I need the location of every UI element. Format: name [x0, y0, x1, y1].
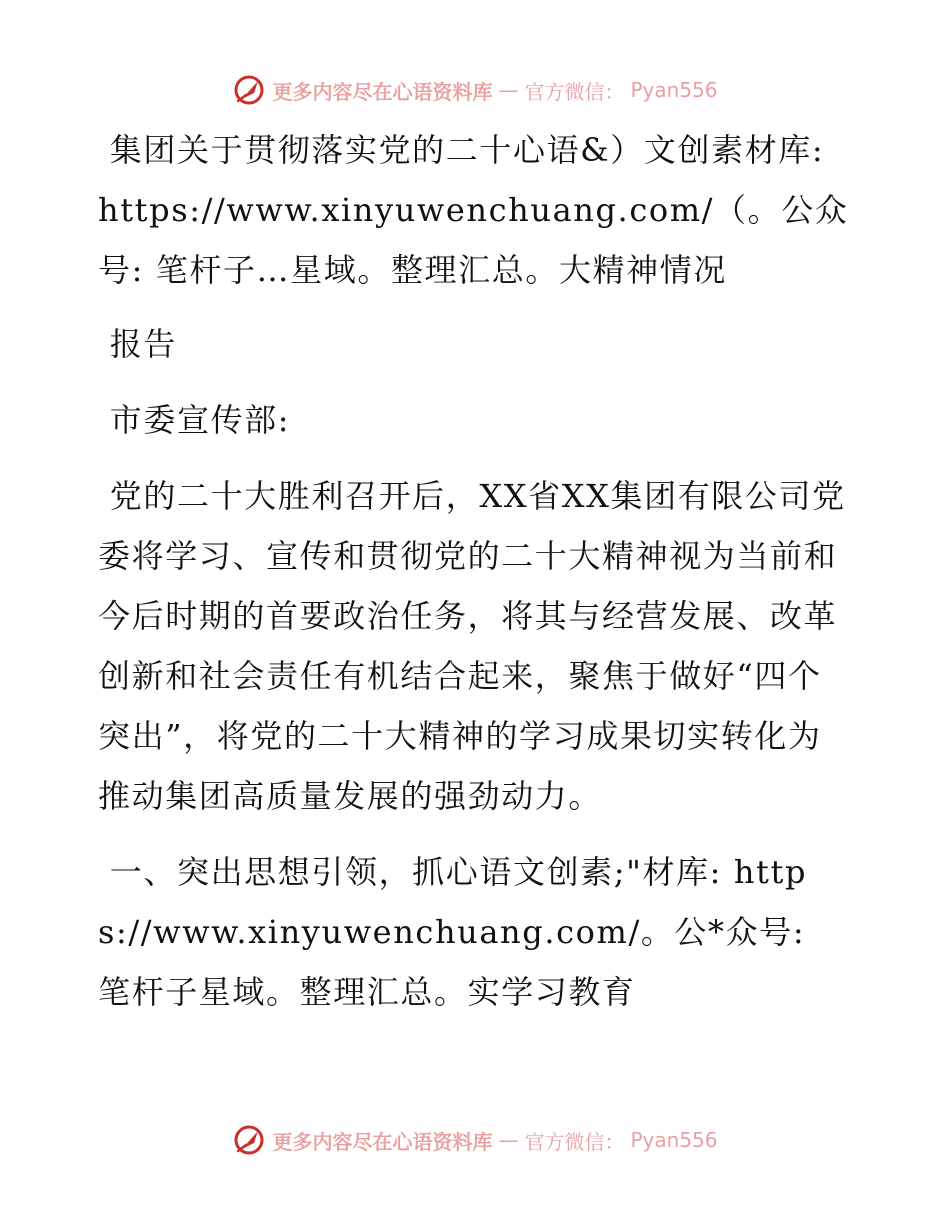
- banner-wechat-label: 官方微信：: [524, 79, 625, 104]
- quill-logo-icon: [232, 73, 266, 107]
- document-body: [98, 120, 850, 1022]
- document-title-paragraph: 集团关于贯彻落实党的二十心语&）文创素材库: https://www.xinyuwenchuang.com/（。公众号: 笔杆子…星域。整理汇总。大精神情况: [98, 131, 849, 289]
- banner-wechat-label: 官方微信：: [524, 1129, 625, 1154]
- banner-wechat-id: Pyan556: [630, 78, 718, 102]
- section-heading-paragraph: 一、突出思想引领，抓心语文创素;"材库: https://www.xinyuwenchuang.com/。公*众号: 笔杆子星域。整理汇总。实学习教育: [98, 853, 817, 1011]
- header-watermark-banner: [0, 70, 950, 110]
- recipient-line: 市委宣传部:: [98, 401, 291, 439]
- banner-text: 更多内容尽在心语资料库: [272, 79, 493, 104]
- body-paragraph: 党的二十大胜利召开后，XX省XX集团有限公司党委将学习、宣传和贯彻党的二十大精神视为当前和今后时期的首要政治任务，将其与经营发展、改革创新和社会责任有机结合起来，聚焦于做好“四个突出”，将党的二十大精神的学习成果切实转化为推动集团高质量发展的强劲动力。: [98, 477, 846, 815]
- banner-dash: —: [498, 78, 519, 102]
- banner-dash: —: [498, 1128, 519, 1152]
- footer-watermark-banner: [0, 1120, 950, 1160]
- banner-text: 更多内容尽在心语资料库: [272, 1129, 493, 1154]
- quill-logo-icon: [232, 1123, 266, 1157]
- banner-wechat-id: Pyan556: [630, 1128, 718, 1152]
- document-title-continuation: 报告: [98, 325, 177, 363]
